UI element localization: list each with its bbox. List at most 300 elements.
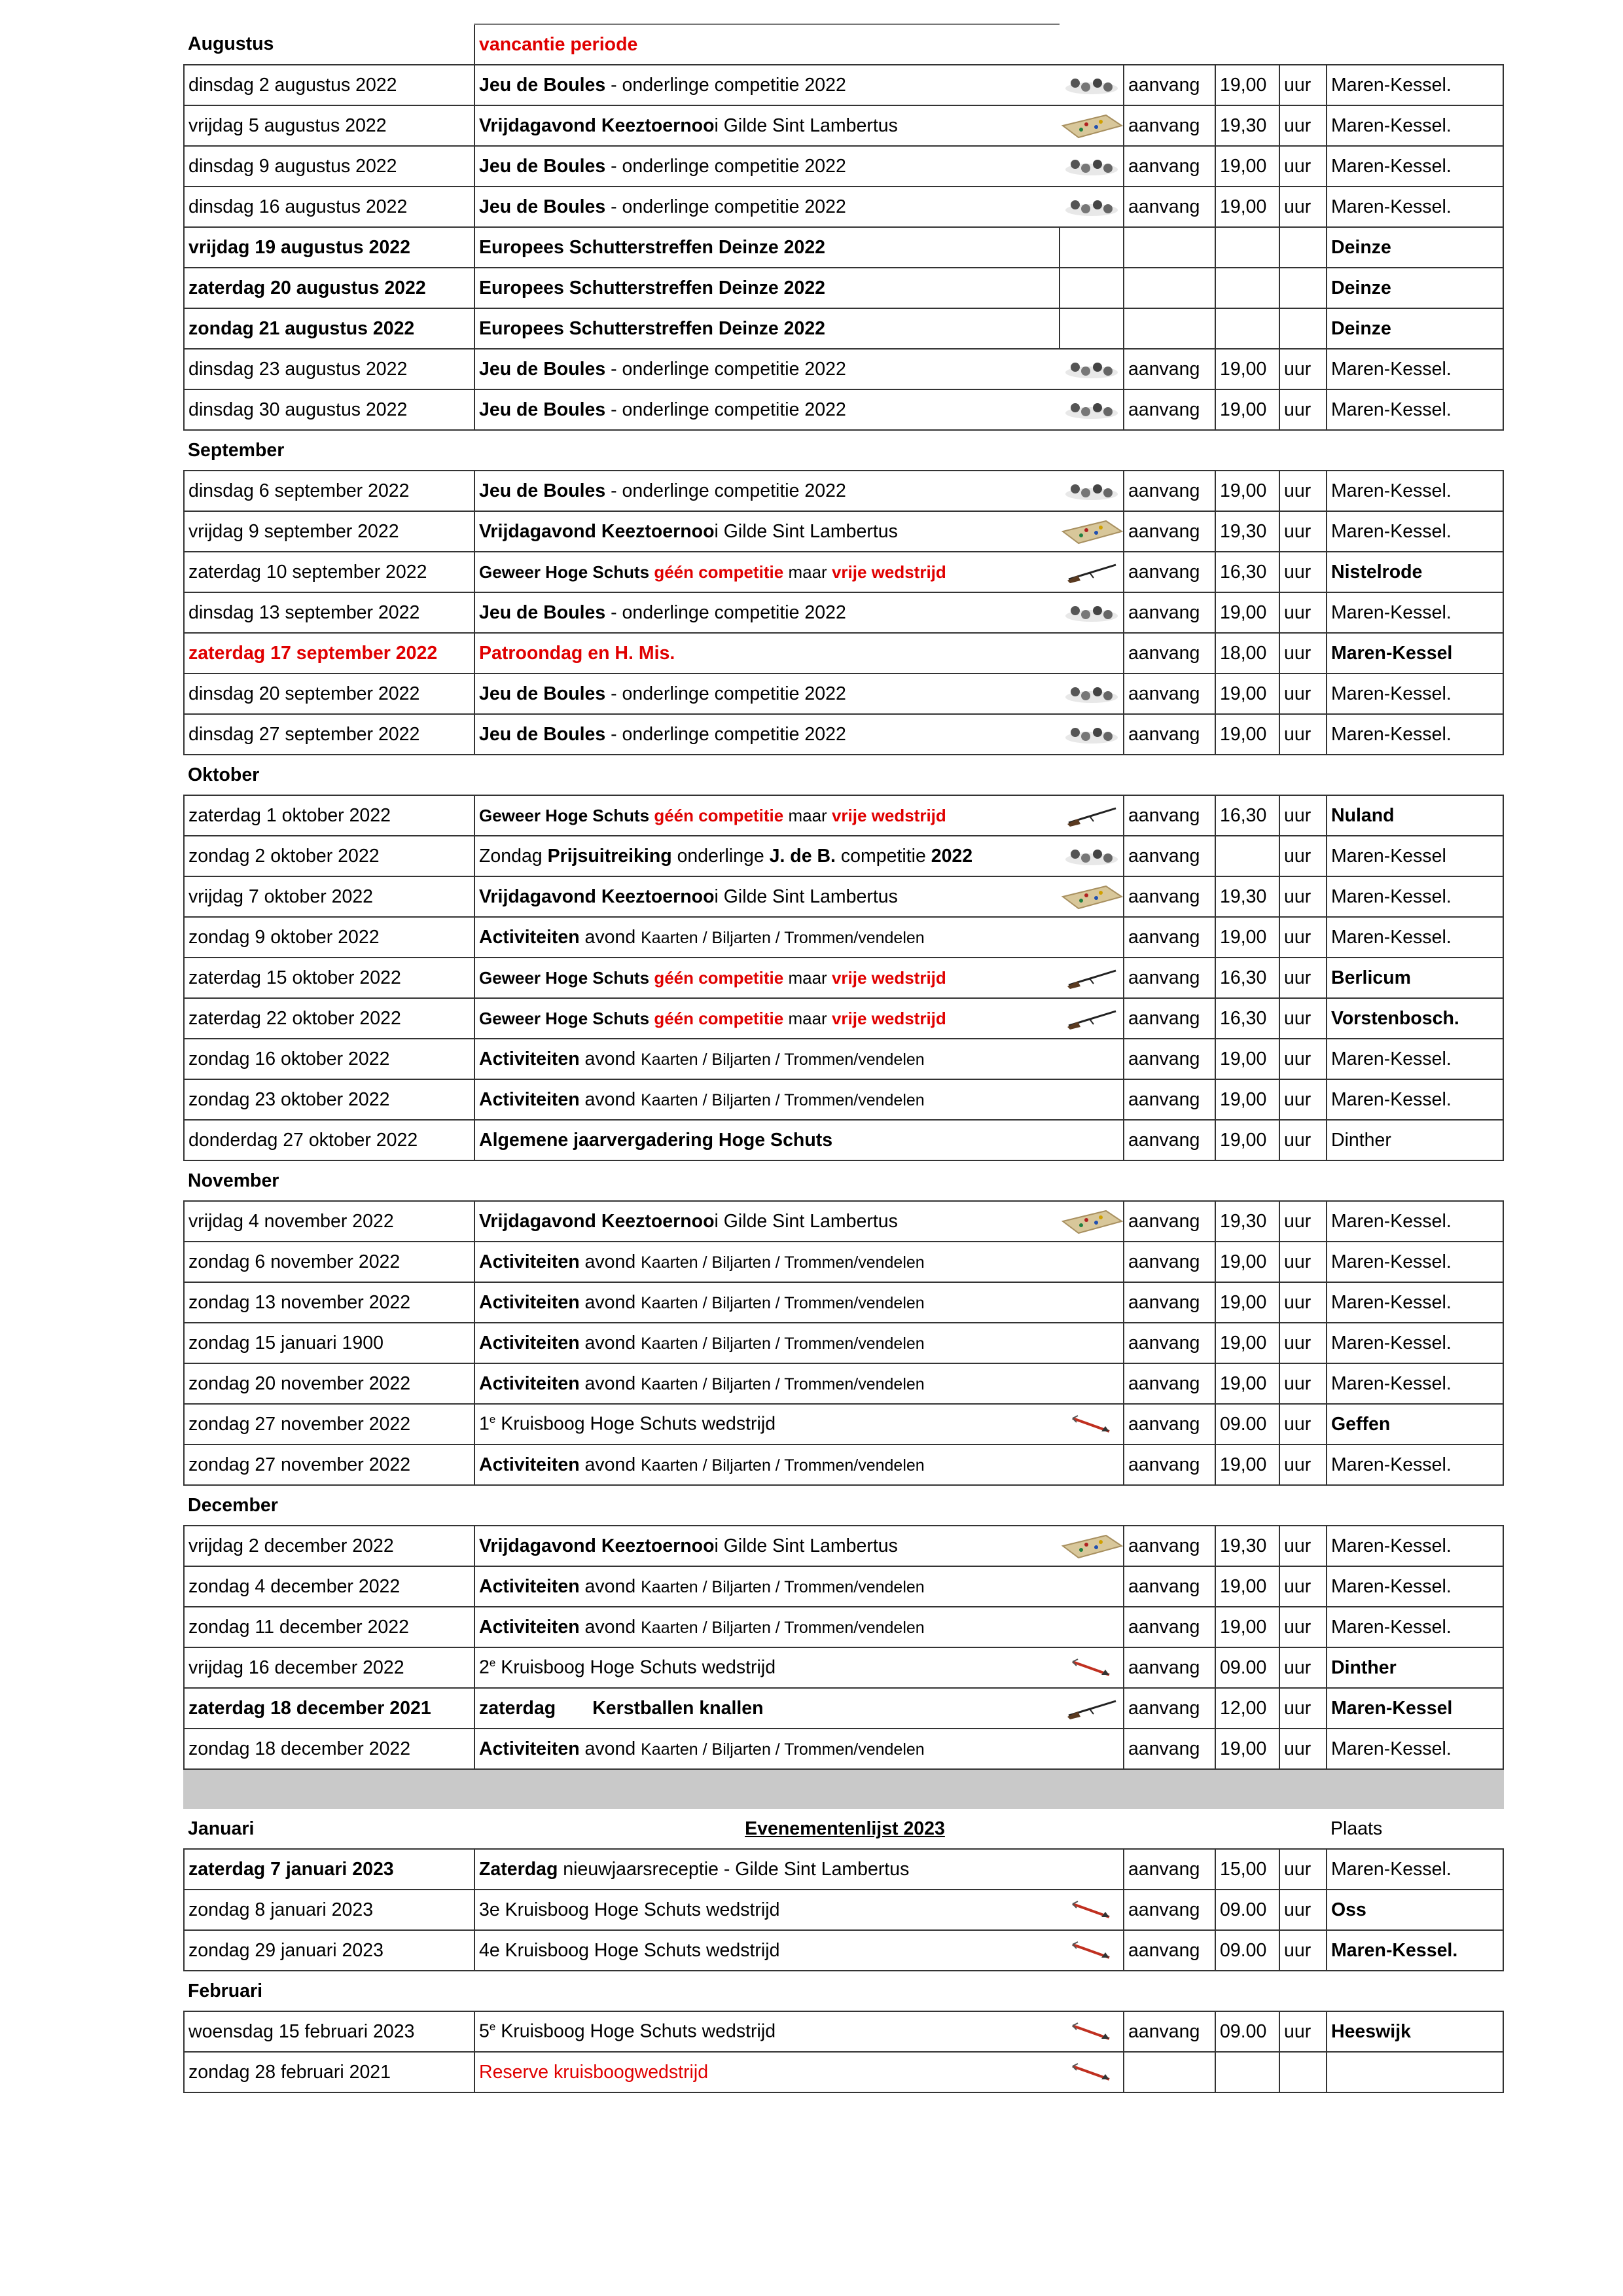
start-time: 19,00 bbox=[1215, 1079, 1279, 1120]
start-label: aanvang bbox=[1124, 1890, 1215, 1930]
event-date: zondag 6 november 2022 bbox=[184, 1242, 474, 1282]
event-place: Nistelrode bbox=[1327, 552, 1503, 592]
start-label: aanvang bbox=[1124, 795, 1215, 836]
event-description: Vrijdagavond Keeztoernooi Gilde Sint Lambertus bbox=[474, 1201, 1060, 1242]
event-date: dinsdag 27 september 2022 bbox=[184, 714, 474, 755]
event-place: Maren-Kessel. bbox=[1327, 105, 1503, 146]
event-date: zaterdag 22 oktober 2022 bbox=[184, 998, 474, 1039]
table-row bbox=[184, 1039, 1503, 1079]
keez-board-icon bbox=[1060, 1201, 1124, 1242]
event-place: Maren-Kessel. bbox=[1327, 1242, 1503, 1282]
crossbow-bolt-icon bbox=[1060, 2011, 1124, 2052]
event-place: Heeswijk bbox=[1327, 2011, 1503, 2052]
uur-label: uur bbox=[1279, 876, 1327, 917]
uur-label: uur bbox=[1279, 795, 1327, 836]
start-time: 19,30 bbox=[1215, 1526, 1279, 1566]
event-description: Europees Schutterstreffen Deinze 2022 bbox=[474, 268, 1060, 308]
start-label: aanvang bbox=[1124, 471, 1215, 511]
boules-icon bbox=[1060, 65, 1124, 105]
event-place: Maren-Kessel. bbox=[1327, 1282, 1503, 1323]
uur-label: uur bbox=[1279, 471, 1327, 511]
event-place: Maren-Kessel. bbox=[1327, 146, 1503, 187]
rifle-icon bbox=[1060, 1688, 1124, 1729]
event-description: Activiteiten avond Kaarten / Biljarten / Trommen/vendelen bbox=[474, 1444, 1060, 1485]
crossbow-bolt-icon bbox=[1060, 1404, 1124, 1444]
event-date: vrijdag 2 december 2022 bbox=[184, 1526, 474, 1566]
event-date: zondag 15 januari 1900 bbox=[184, 1323, 474, 1363]
event-description: Jeu de Boules - onderlinge competitie 2022 bbox=[474, 714, 1060, 755]
start-label: aanvang bbox=[1124, 714, 1215, 755]
event-description: Vrijdagavond Keeztoernooi Gilde Sint Lambertus bbox=[474, 1526, 1060, 1566]
event-description: Europees Schutterstreffen Deinze 2022 bbox=[474, 227, 1060, 268]
start-label: aanvang bbox=[1124, 998, 1215, 1039]
table-row bbox=[184, 308, 1503, 349]
start-time: 19,30 bbox=[1215, 1201, 1279, 1242]
event-description: zaterdag Kerstballen knallen bbox=[474, 1688, 1060, 1729]
event-date: vrijdag 7 oktober 2022 bbox=[184, 876, 474, 917]
start-label: aanvang bbox=[1124, 1607, 1215, 1647]
event-place: Berlicum bbox=[1327, 958, 1503, 998]
event-description: Geweer Hoge Schuts géén competitie maar vrije wedstrijd bbox=[474, 958, 1060, 998]
event-place: Maren-Kessel. bbox=[1327, 65, 1503, 105]
boules-icon bbox=[1060, 714, 1124, 755]
event-date: zondag 23 oktober 2022 bbox=[184, 1079, 474, 1120]
event-place: Maren-Kessel. bbox=[1327, 1729, 1503, 1769]
table-row bbox=[184, 1688, 1503, 1729]
event-description: 5e Kruisboog Hoge Schuts wedstrijd bbox=[474, 2011, 1060, 2052]
event-place: Maren-Kessel. bbox=[1327, 349, 1503, 389]
uur-label: uur bbox=[1279, 836, 1327, 876]
section-label: September bbox=[188, 439, 285, 461]
uur-label: uur bbox=[1279, 592, 1327, 633]
event-place: Maren-Kessel bbox=[1327, 1688, 1503, 1729]
start-label: aanvang bbox=[1124, 917, 1215, 958]
boules-icon bbox=[1060, 471, 1124, 511]
event-date: dinsdag 23 augustus 2022 bbox=[184, 349, 474, 389]
event-description: Activiteiten avond Kaarten / Biljarten / Trommen/vendelen bbox=[474, 1607, 1060, 1647]
event-description: Activiteiten avond Kaarten / Biljarten / Trommen/vendelen bbox=[474, 1729, 1060, 1769]
uur-label: uur bbox=[1279, 1688, 1327, 1729]
event-date: zondag 13 november 2022 bbox=[184, 1282, 474, 1323]
section-label: Oktober bbox=[188, 764, 260, 785]
boules-icon bbox=[1060, 673, 1124, 714]
start-time: 19,00 bbox=[1215, 349, 1279, 389]
uur-label: uur bbox=[1279, 2011, 1327, 2052]
table-row bbox=[184, 998, 1503, 1039]
event-date: zondag 9 oktober 2022 bbox=[184, 917, 474, 958]
uur-label: uur bbox=[1279, 65, 1327, 105]
table-row bbox=[184, 876, 1503, 917]
start-label: aanvang bbox=[1124, 1729, 1215, 1769]
section-header bbox=[184, 1971, 1503, 2011]
event-date: vrijdag 4 november 2022 bbox=[184, 1201, 474, 1242]
section-header bbox=[184, 1485, 1503, 1526]
uur-label: uur bbox=[1279, 1120, 1327, 1160]
section-label: November bbox=[188, 1170, 279, 1191]
event-date: vrijdag 16 december 2022 bbox=[184, 1647, 474, 1688]
start-time: 19,00 bbox=[1215, 65, 1279, 105]
event-place: Maren-Kessel. bbox=[1327, 876, 1503, 917]
start-time: 16,30 bbox=[1215, 552, 1279, 592]
start-time: 19,00 bbox=[1215, 1282, 1279, 1323]
event-place: Maren-Kessel. bbox=[1327, 1363, 1503, 1404]
event-description: Jeu de Boules - onderlinge competitie 2022 bbox=[474, 187, 1060, 227]
event-place: Deinze bbox=[1327, 268, 1503, 308]
event-description: Patroondag en H. Mis. bbox=[474, 633, 1060, 673]
uur-label: uur bbox=[1279, 511, 1327, 552]
start-time: 16,30 bbox=[1215, 958, 1279, 998]
event-date: donderdag 27 oktober 2022 bbox=[184, 1120, 474, 1160]
event-date: zaterdag 18 december 2021 bbox=[184, 1688, 474, 1729]
start-time: 19,30 bbox=[1215, 511, 1279, 552]
table-row bbox=[184, 1729, 1503, 1769]
start-label: aanvang bbox=[1124, 1282, 1215, 1323]
uur-label: uur bbox=[1279, 1930, 1327, 1971]
event-description: Europees Schutterstreffen Deinze 2022 bbox=[474, 308, 1060, 349]
event-date: dinsdag 16 augustus 2022 bbox=[184, 187, 474, 227]
start-time: 19,00 bbox=[1215, 917, 1279, 958]
event-description: 1e Kruisboog Hoge Schuts wedstrijd bbox=[474, 1404, 1060, 1444]
table-row bbox=[184, 227, 1503, 268]
event-place: Nuland bbox=[1327, 795, 1503, 836]
start-time: 19,00 bbox=[1215, 389, 1279, 430]
table-row bbox=[184, 349, 1503, 389]
uur-label: uur bbox=[1279, 1444, 1327, 1485]
event-description: 4e Kruisboog Hoge Schuts wedstrijd bbox=[474, 1930, 1060, 1971]
event-description: Jeu de Boules - onderlinge competitie 2022 bbox=[474, 146, 1060, 187]
start-label: aanvang bbox=[1124, 633, 1215, 673]
start-time: 19,00 bbox=[1215, 1323, 1279, 1363]
event-place: Deinze bbox=[1327, 308, 1503, 349]
event-description: Reserve kruisboogwedstrijd bbox=[474, 2052, 1060, 2092]
event-date: dinsdag 13 september 2022 bbox=[184, 592, 474, 633]
uur-label: uur bbox=[1279, 1282, 1327, 1323]
table-row bbox=[184, 1079, 1503, 1120]
table-row bbox=[184, 1444, 1503, 1485]
event-description: Jeu de Boules - onderlinge competitie 2022 bbox=[474, 471, 1060, 511]
uur-label: uur bbox=[1279, 1890, 1327, 1930]
start-label: aanvang bbox=[1124, 958, 1215, 998]
start-label: aanvang bbox=[1124, 105, 1215, 146]
table-row bbox=[184, 65, 1503, 105]
section-label: Januari bbox=[188, 1818, 255, 1839]
year-separator bbox=[184, 1769, 1503, 1808]
event-date: zondag 16 oktober 2022 bbox=[184, 1039, 474, 1079]
start-label: aanvang bbox=[1124, 1079, 1215, 1120]
start-label: aanvang bbox=[1124, 2011, 1215, 2052]
start-time: 09.00 bbox=[1215, 1890, 1279, 1930]
crossbow-bolt-icon bbox=[1060, 1930, 1124, 1971]
rifle-icon bbox=[1060, 998, 1124, 1039]
event-description: 3e Kruisboog Hoge Schuts wedstrijd bbox=[474, 1890, 1060, 1930]
event-date: zondag 27 november 2022 bbox=[184, 1444, 474, 1485]
boules-icon bbox=[1060, 187, 1124, 227]
start-label: aanvang bbox=[1124, 65, 1215, 105]
uur-label: uur bbox=[1279, 1404, 1327, 1444]
uur-label: uur bbox=[1279, 1729, 1327, 1769]
start-label: aanvang bbox=[1124, 389, 1215, 430]
uur-label: uur bbox=[1279, 714, 1327, 755]
uur-label: uur bbox=[1279, 633, 1327, 673]
start-time: 19,00 bbox=[1215, 471, 1279, 511]
event-date: zondag 18 december 2022 bbox=[184, 1729, 474, 1769]
event-description: Jeu de Boules - onderlinge competitie 2022 bbox=[474, 389, 1060, 430]
list-title: Evenementenlijst 2023 bbox=[745, 1818, 945, 1839]
boules-icon bbox=[1060, 146, 1124, 187]
event-date: zondag 29 januari 2023 bbox=[184, 1930, 474, 1971]
event-date: zondag 11 december 2022 bbox=[184, 1607, 474, 1647]
uur-label: uur bbox=[1279, 1201, 1327, 1242]
event-description: Jeu de Boules - onderlinge competitie 2022 bbox=[474, 673, 1060, 714]
uur-label: uur bbox=[1279, 349, 1327, 389]
table-row bbox=[184, 187, 1503, 227]
uur-label: uur bbox=[1279, 1647, 1327, 1688]
uur-label: uur bbox=[1279, 998, 1327, 1039]
table-row bbox=[184, 1242, 1503, 1282]
event-place: Maren-Kessel. bbox=[1327, 1849, 1503, 1890]
table-row bbox=[184, 673, 1503, 714]
section-label: Augustus bbox=[188, 33, 274, 54]
event-place: Vorstenbosch. bbox=[1327, 998, 1503, 1039]
event-date: zaterdag 20 augustus 2022 bbox=[184, 268, 474, 308]
event-place: Maren-Kessel. bbox=[1327, 592, 1503, 633]
start-time: 19,00 bbox=[1215, 1607, 1279, 1647]
crossbow-bolt-icon bbox=[1060, 1647, 1124, 1688]
table-row bbox=[184, 836, 1503, 876]
start-time: 19,00 bbox=[1215, 673, 1279, 714]
uur-label: uur bbox=[1279, 105, 1327, 146]
uur-label: uur bbox=[1279, 389, 1327, 430]
table-row bbox=[184, 633, 1503, 673]
crossbow-bolt-icon bbox=[1060, 1890, 1124, 1930]
table-row bbox=[184, 552, 1503, 592]
boules-icon bbox=[1060, 592, 1124, 633]
event-place: Maren-Kessel bbox=[1327, 836, 1503, 876]
uur-label: uur bbox=[1279, 1323, 1327, 1363]
table-row bbox=[184, 1282, 1503, 1323]
start-time: 09.00 bbox=[1215, 1647, 1279, 1688]
section-label: December bbox=[188, 1494, 278, 1516]
rifle-icon bbox=[1060, 552, 1124, 592]
start-time: 18,00 bbox=[1215, 633, 1279, 673]
table-row bbox=[184, 1647, 1503, 1688]
table-row bbox=[184, 592, 1503, 633]
section-header bbox=[184, 1160, 1503, 1201]
boules-icon bbox=[1060, 349, 1124, 389]
start-label: aanvang bbox=[1124, 1404, 1215, 1444]
event-date: zaterdag 10 september 2022 bbox=[184, 552, 474, 592]
start-time: 19,00 bbox=[1215, 146, 1279, 187]
table-row bbox=[184, 1526, 1503, 1566]
event-table bbox=[183, 24, 1504, 2093]
event-date: zaterdag 15 oktober 2022 bbox=[184, 958, 474, 998]
start-label: aanvang bbox=[1124, 1849, 1215, 1890]
table-row bbox=[184, 1890, 1503, 1930]
event-date: dinsdag 30 augustus 2022 bbox=[184, 389, 474, 430]
uur-label: uur bbox=[1279, 1607, 1327, 1647]
event-description: Vrijdagavond Keeztoernooi Gilde Sint Lambertus bbox=[474, 876, 1060, 917]
event-date: vrijdag 9 september 2022 bbox=[184, 511, 474, 552]
start-time: 09.00 bbox=[1215, 1404, 1279, 1444]
event-description: Geweer Hoge Schuts géén competitie maar vrije wedstrijd bbox=[474, 795, 1060, 836]
event-place: Maren-Kessel. bbox=[1327, 1526, 1503, 1566]
event-description: 2e Kruisboog Hoge Schuts wedstrijd bbox=[474, 1647, 1060, 1688]
uur-label: uur bbox=[1279, 552, 1327, 592]
section-header bbox=[184, 1808, 1503, 1849]
crossbow-bolt-icon bbox=[1060, 2052, 1124, 2092]
event-date: zondag 28 februari 2021 bbox=[184, 2052, 474, 2092]
event-date: zaterdag 1 oktober 2022 bbox=[184, 795, 474, 836]
table-row bbox=[184, 1607, 1503, 1647]
table-row bbox=[184, 2052, 1503, 2092]
table-row bbox=[184, 1323, 1503, 1363]
uur-label: uur bbox=[1279, 1849, 1327, 1890]
start-time: 19,00 bbox=[1215, 1444, 1279, 1485]
event-description: Vrijdagavond Keeztoernooi Gilde Sint Lambertus bbox=[474, 511, 1060, 552]
section-label: Februari bbox=[188, 1980, 263, 2001]
event-description: Jeu de Boules - onderlinge competitie 2022 bbox=[474, 65, 1060, 105]
start-label: aanvang bbox=[1124, 1930, 1215, 1971]
start-label: aanvang bbox=[1124, 1526, 1215, 1566]
event-place: Dinther bbox=[1327, 1120, 1503, 1160]
event-description: Activiteiten avond Kaarten / Biljarten / Trommen/vendelen bbox=[474, 1363, 1060, 1404]
event-calendar bbox=[183, 24, 1503, 2093]
uur-label: uur bbox=[1279, 958, 1327, 998]
event-place: Maren-Kessel. bbox=[1327, 917, 1503, 958]
event-date: dinsdag 20 september 2022 bbox=[184, 673, 474, 714]
event-place: Maren-Kessel. bbox=[1327, 389, 1503, 430]
start-time: 15,00 bbox=[1215, 1849, 1279, 1890]
start-label: aanvang bbox=[1124, 146, 1215, 187]
start-label: aanvang bbox=[1124, 1201, 1215, 1242]
event-description: Jeu de Boules - onderlinge competitie 2022 bbox=[474, 592, 1060, 633]
plaats-label: Plaats bbox=[1330, 1818, 1383, 1839]
event-date: dinsdag 9 augustus 2022 bbox=[184, 146, 474, 187]
keez-board-icon bbox=[1060, 511, 1124, 552]
event-description: Activiteiten avond Kaarten / Biljarten / Trommen/vendelen bbox=[474, 1282, 1060, 1323]
start-label: aanvang bbox=[1124, 1444, 1215, 1485]
start-label: aanvang bbox=[1124, 1363, 1215, 1404]
start-label: aanvang bbox=[1124, 1242, 1215, 1282]
start-label: aanvang bbox=[1124, 1323, 1215, 1363]
section-header bbox=[184, 755, 1503, 795]
table-row bbox=[184, 1566, 1503, 1607]
event-description: Zaterdag nieuwjaarsreceptie - Gilde Sint Lambertus bbox=[474, 1849, 1060, 1890]
start-time: 09.00 bbox=[1215, 2011, 1279, 2052]
uur-label: uur bbox=[1279, 187, 1327, 227]
table-row bbox=[184, 795, 1503, 836]
table-row bbox=[184, 714, 1503, 755]
start-time: 19,00 bbox=[1215, 1242, 1279, 1282]
uur-label: uur bbox=[1279, 1079, 1327, 1120]
table-row bbox=[184, 1201, 1503, 1242]
start-time: 12,00 bbox=[1215, 1688, 1279, 1729]
table-row bbox=[184, 105, 1503, 146]
event-date: dinsdag 2 augustus 2022 bbox=[184, 65, 474, 105]
boules-icon bbox=[1060, 836, 1124, 876]
start-time: 19,00 bbox=[1215, 714, 1279, 755]
table-row bbox=[184, 268, 1503, 308]
table-row bbox=[184, 471, 1503, 511]
start-time: 16,30 bbox=[1215, 998, 1279, 1039]
start-time: 19,00 bbox=[1215, 1363, 1279, 1404]
start-time: 19,00 bbox=[1215, 1039, 1279, 1079]
event-place: Maren-Kessel. bbox=[1327, 1566, 1503, 1607]
start-label: aanvang bbox=[1124, 673, 1215, 714]
header-row bbox=[184, 24, 1503, 65]
event-date: zondag 21 augustus 2022 bbox=[184, 308, 474, 349]
uur-label: uur bbox=[1279, 146, 1327, 187]
event-place: Maren-Kessel. bbox=[1327, 1039, 1503, 1079]
keez-board-icon bbox=[1060, 105, 1124, 146]
table-row bbox=[184, 389, 1503, 430]
event-date: zondag 8 januari 2023 bbox=[184, 1890, 474, 1930]
uur-label: uur bbox=[1279, 1526, 1327, 1566]
event-place: Maren-Kessel. bbox=[1327, 1930, 1503, 1971]
event-date: zondag 20 november 2022 bbox=[184, 1363, 474, 1404]
start-time: 19,00 bbox=[1215, 1120, 1279, 1160]
start-label: aanvang bbox=[1124, 592, 1215, 633]
event-place: Maren-Kessel. bbox=[1327, 187, 1503, 227]
uur-label: uur bbox=[1279, 1242, 1327, 1282]
section-header bbox=[184, 430, 1503, 471]
event-date: woensdag 15 februari 2023 bbox=[184, 2011, 474, 2052]
event-place: Maren-Kessel. bbox=[1327, 1323, 1503, 1363]
event-date: vrijdag 5 augustus 2022 bbox=[184, 105, 474, 146]
start-label: aanvang bbox=[1124, 1039, 1215, 1079]
start-label: aanvang bbox=[1124, 836, 1215, 876]
table-row bbox=[184, 1930, 1503, 1971]
event-description: Activiteiten avond Kaarten / Biljarten / Trommen/vendelen bbox=[474, 917, 1060, 958]
event-date: vrijdag 19 augustus 2022 bbox=[184, 227, 474, 268]
event-description: Geweer Hoge Schuts géén competitie maar vrije wedstrijd bbox=[474, 552, 1060, 592]
event-description: Vrijdagavond Keeztoernooi Gilde Sint Lambertus bbox=[474, 105, 1060, 146]
keez-board-icon bbox=[1060, 876, 1124, 917]
event-date: zondag 2 oktober 2022 bbox=[184, 836, 474, 876]
rifle-icon bbox=[1060, 795, 1124, 836]
start-time: 19,00 bbox=[1215, 1566, 1279, 1607]
start-label: aanvang bbox=[1124, 876, 1215, 917]
table-row bbox=[184, 1849, 1503, 1890]
event-place: Dinther bbox=[1327, 1647, 1503, 1688]
start-time: 16,30 bbox=[1215, 795, 1279, 836]
start-label: aanvang bbox=[1124, 1647, 1215, 1688]
rifle-icon bbox=[1060, 958, 1124, 998]
start-time: 19,00 bbox=[1215, 592, 1279, 633]
event-place: Maren-Kessel. bbox=[1327, 1444, 1503, 1485]
event-place: Maren-Kessel. bbox=[1327, 1201, 1503, 1242]
start-label: aanvang bbox=[1124, 1566, 1215, 1607]
boules-icon bbox=[1060, 389, 1124, 430]
event-place: Maren-Kessel. bbox=[1327, 471, 1503, 511]
event-description: Activiteiten avond Kaarten / Biljarten / Trommen/vendelen bbox=[474, 1242, 1060, 1282]
event-date: zondag 4 december 2022 bbox=[184, 1566, 474, 1607]
event-place: Maren-Kessel bbox=[1327, 633, 1503, 673]
event-description: Geweer Hoge Schuts géén competitie maar vrije wedstrijd bbox=[474, 998, 1060, 1039]
start-label: aanvang bbox=[1124, 349, 1215, 389]
table-row bbox=[184, 958, 1503, 998]
start-label: aanvang bbox=[1124, 552, 1215, 592]
table-row bbox=[184, 1120, 1503, 1160]
event-place: Maren-Kessel. bbox=[1327, 714, 1503, 755]
event-description: Activiteiten avond Kaarten / Biljarten / Trommen/vendelen bbox=[474, 1039, 1060, 1079]
uur-label: uur bbox=[1279, 1039, 1327, 1079]
start-label: aanvang bbox=[1124, 511, 1215, 552]
table-row bbox=[184, 917, 1503, 958]
vacation-note: vancantie periode bbox=[474, 24, 1060, 65]
event-place: Maren-Kessel. bbox=[1327, 1079, 1503, 1120]
event-description: Activiteiten avond Kaarten / Biljarten / Trommen/vendelen bbox=[474, 1566, 1060, 1607]
